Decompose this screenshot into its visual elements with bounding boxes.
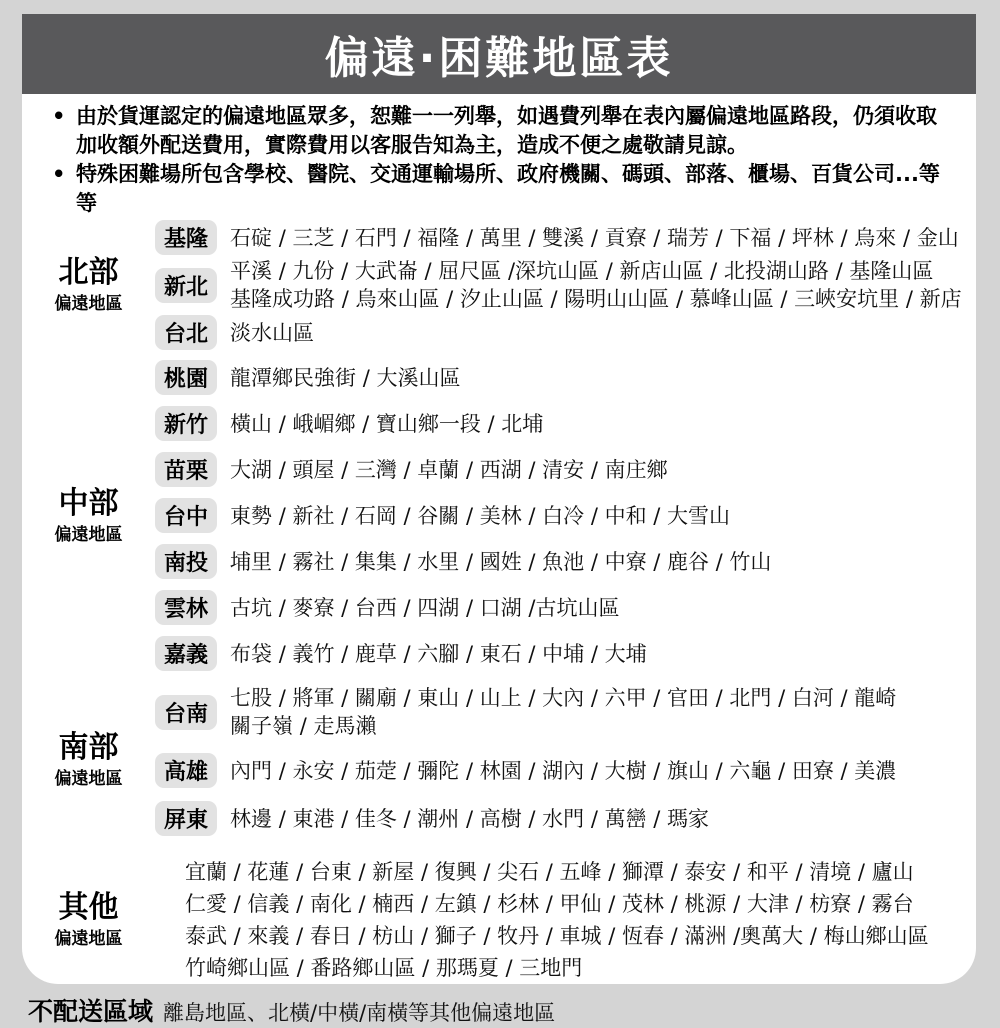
group-name: 北部 <box>58 255 119 290</box>
area-list <box>230 319 314 347</box>
group-subtitle: 偏遠地區 <box>54 929 123 949</box>
area-line: 宜蘭 / 花蓮 / 台東 / 新屋 / 復興 / 尖石 / 五峰 / 獅潭 / 泰安 / 和平 / 清境 / 廬山 <box>185 860 914 884</box>
area-row <box>155 753 964 788</box>
area-list <box>230 410 543 438</box>
area-line: 七股 / 將軍 / 關廟 / 東山 / 山上 / 大內 / 六甲 / 官田 / 北門 / 白河 / 龍崎 <box>230 686 897 710</box>
county-pill: 南投 <box>155 544 217 579</box>
bullet-icon: • <box>52 104 66 128</box>
area-list <box>230 224 959 252</box>
group-name: 中部 <box>58 485 119 521</box>
group-rows <box>155 220 964 350</box>
county-pill: 雲林 <box>155 590 217 625</box>
group-rows <box>155 856 964 984</box>
group-subtitle: 偏遠地區 <box>54 524 123 545</box>
area-row <box>155 257 964 313</box>
notes-section <box>22 94 976 218</box>
card-header <box>22 14 976 94</box>
county-pill: 高雄 <box>155 753 217 788</box>
area-list <box>230 684 896 740</box>
area-row <box>155 406 964 441</box>
area-line: 基隆成功路 / 烏來山區 / 汐止山區 / 陽明山山區 / 慕峰山區 / 三峽安坑里 / 新店 <box>230 287 962 311</box>
note-item <box>52 160 952 218</box>
no-delivery-row <box>22 992 976 1028</box>
group-label-other <box>22 856 155 984</box>
area-line: 仁愛 / 信義 / 南化 / 楠西 / 左鎮 / 杉林 / 甲仙 / 茂林 / 桃源 / 大津 / 枋寮 / 霧台 <box>185 892 914 916</box>
area-line: 泰武 / 來義 / 春日 / 枋山 / 獅子 / 牧丹 / 車城 / 恆春 / 滿洲 /奧萬大 / 梅山鄉山區 <box>185 924 929 948</box>
area-row <box>155 856 964 984</box>
area-line: 石碇 / 三芝 / 石門 / 福隆 / 萬里 / 雙溪 / 貢寮 / 瑞芳 / 下福 / 坪林 / 烏來 / 金山 <box>230 225 959 250</box>
remote-area-card <box>22 14 976 1026</box>
county-pill: 基隆 <box>155 220 217 255</box>
area-line: 龍潭鄉民強街 / 大溪山區 <box>230 365 461 390</box>
area-list <box>230 502 730 530</box>
area-row <box>155 684 964 740</box>
area-list <box>230 594 619 622</box>
area-line: 內門 / 永安 / 茄萣 / 彌陀 / 林園 / 湖內 / 大樹 / 旗山 / 六龜 / 田寮 / 美濃 <box>230 758 897 783</box>
area-row <box>155 801 964 836</box>
area-line: 平溪 / 九份 / 大武崙 / 屈尺區 /深坑山區 / 新店山區 / 北投湖山路 / 基隆山區 <box>230 259 934 283</box>
area-row <box>155 498 964 533</box>
area-list <box>230 757 896 785</box>
area-row <box>155 544 964 579</box>
region-table <box>22 218 976 984</box>
area-line: 關子嶺 / 走馬瀨 <box>230 714 377 738</box>
county-pill: 新竹 <box>155 406 217 441</box>
area-line: 橫山 / 峨嵋鄉 / 寶山鄉一段 / 北埔 <box>230 411 544 436</box>
page-title: 偏遠·困難地區表 <box>324 33 674 84</box>
area-line: 東勢 / 新社 / 石岡 / 谷關 / 美林 / 白冷 / 中和 / 大雪山 <box>230 503 730 528</box>
area-list <box>185 856 929 984</box>
region-group-north <box>22 220 964 350</box>
area-row <box>155 315 964 350</box>
county-pill: 嘉義 <box>155 636 217 671</box>
note-text: 特殊困難場所包含學校、醫院、交通運輸場所、政府機關、碼頭、部落、櫃場、百貨公司...等等 <box>76 162 940 215</box>
area-line: 布袋 / 義竹 / 鹿草 / 六腳 / 東石 / 中埔 / 大埔 <box>230 641 647 666</box>
group-rows <box>155 684 964 836</box>
area-line: 林邊 / 東港 / 佳冬 / 潮州 / 高樹 / 水門 / 萬巒 / 瑪家 <box>230 806 709 831</box>
area-row <box>155 360 964 395</box>
no-delivery-label: 不配送區域 <box>28 997 154 1026</box>
area-list <box>230 548 771 576</box>
county-pill: 台南 <box>155 695 217 730</box>
area-list <box>230 456 668 484</box>
area-list <box>230 640 647 668</box>
area-line: 埔里 / 霧社 / 集集 / 水里 / 國姓 / 魚池 / 中寮 / 鹿谷 / 竹山 <box>230 549 772 574</box>
no-delivery-text: 離島地區、北橫/中橫/南橫等其他偏遠地區 <box>163 1001 556 1025</box>
area-list <box>230 364 460 392</box>
group-label-central <box>22 360 155 671</box>
group-subtitle: 偏遠地區 <box>54 769 123 789</box>
area-line: 古坑 / 麥寮 / 台西 / 四湖 / 口湖 /古坑山區 <box>230 595 620 620</box>
area-row <box>155 452 964 487</box>
region-group-south <box>22 684 964 836</box>
region-group-other <box>22 856 964 984</box>
region-group-central <box>22 360 964 671</box>
county-pill: 桃園 <box>155 360 217 395</box>
area-line: 竹崎鄉山區 / 番路鄉山區 / 那瑪夏 / 三地門 <box>185 956 583 980</box>
group-subtitle: 偏遠地區 <box>54 294 123 314</box>
area-list <box>230 805 709 833</box>
group-rows <box>155 360 964 671</box>
county-pill: 屏東 <box>155 801 217 836</box>
note-item <box>52 102 952 160</box>
bullet-icon: • <box>52 162 66 186</box>
area-row <box>155 636 964 671</box>
county-pill: 台北 <box>155 315 217 350</box>
group-label-south <box>22 684 155 836</box>
group-label-north <box>22 220 155 350</box>
area-row <box>155 220 964 255</box>
county-pill: 苗栗 <box>155 452 217 487</box>
area-line: 淡水山區 <box>230 320 315 345</box>
county-pill: 台中 <box>155 498 217 533</box>
area-row <box>155 590 964 625</box>
note-text: 由於貨運認定的偏遠地區眾多，恕難一一列舉，如遇費列舉在表內屬偏遠地區路段，仍須收取加收額外配送費用，實際費用以客服告知為主，造成不便之處敬請見諒。 <box>76 104 937 157</box>
group-name: 南部 <box>58 730 119 765</box>
group-name: 其他 <box>58 890 119 925</box>
county-pill: 新北 <box>155 268 217 303</box>
area-list <box>230 257 962 313</box>
area-line: 大湖 / 頭屋 / 三灣 / 卓蘭 / 西湖 / 清安 / 南庄鄉 <box>230 457 668 482</box>
